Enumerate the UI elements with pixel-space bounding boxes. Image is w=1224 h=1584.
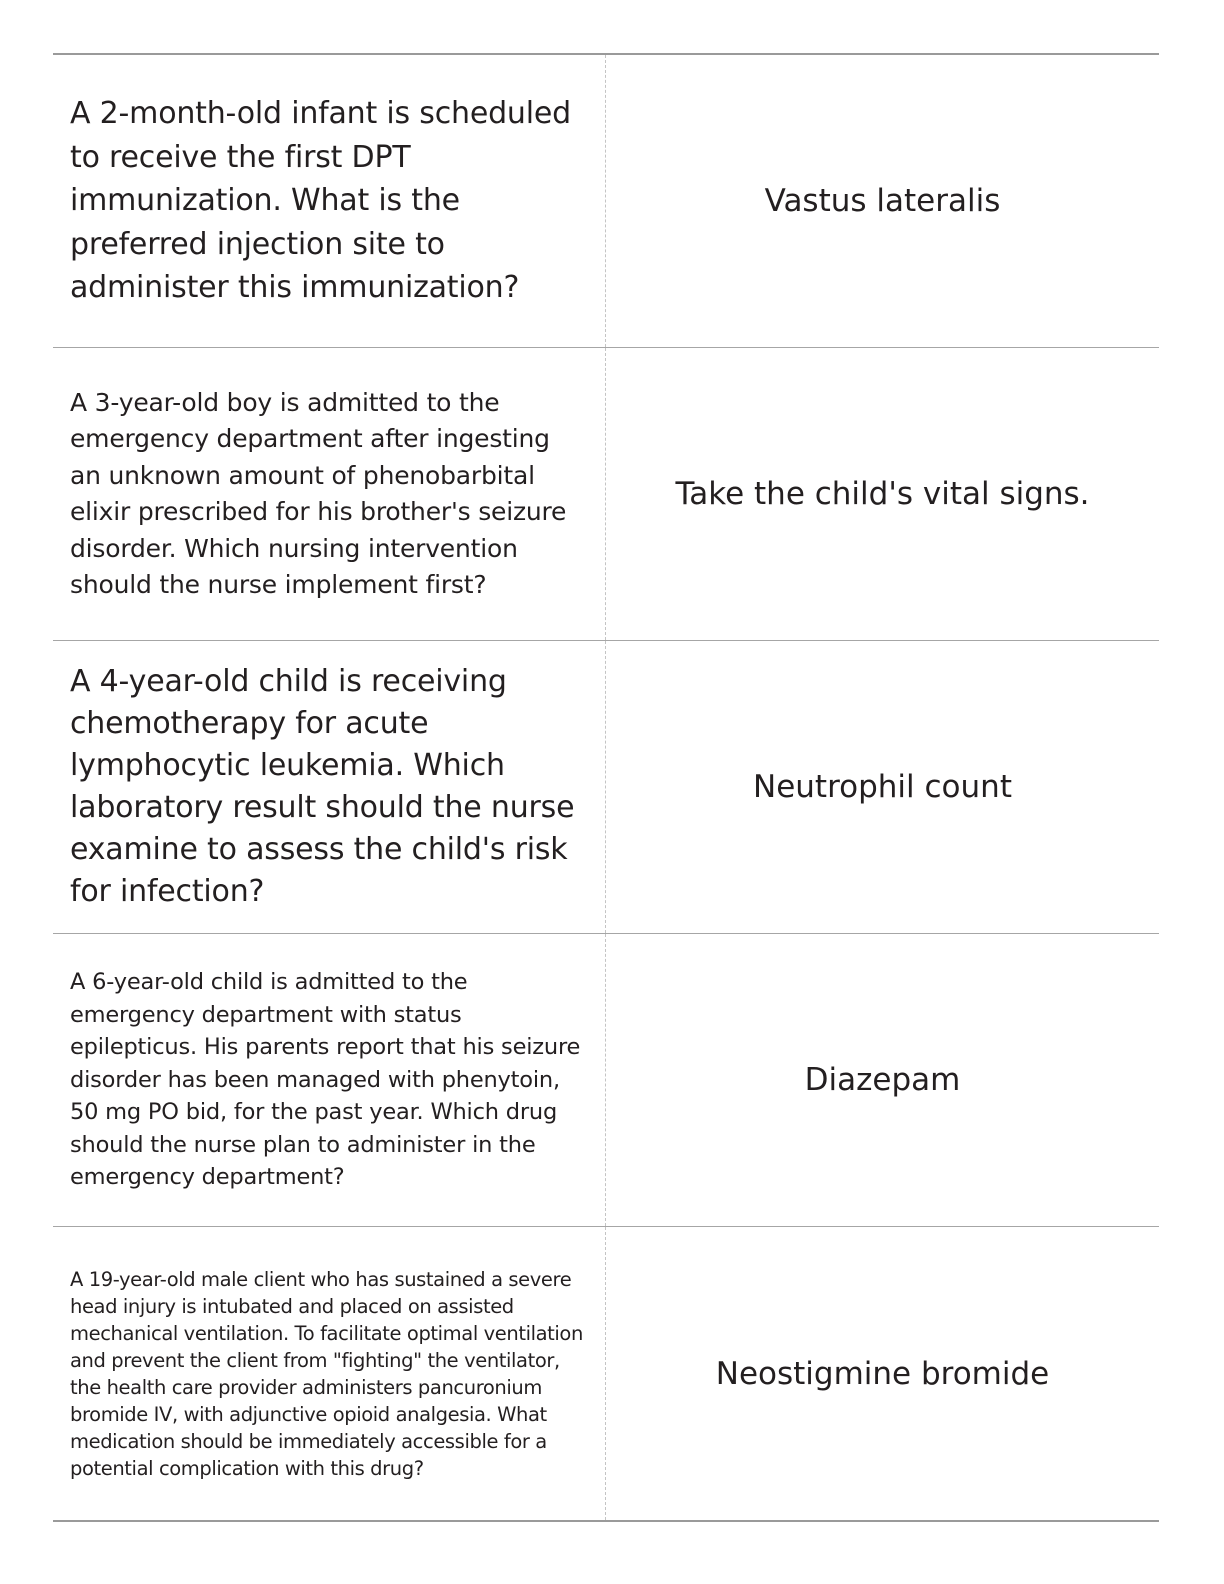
flashcard-sheet (53, 53, 1159, 1522)
flashcard-3 (53, 641, 1159, 934)
flashcard-4 (53, 934, 1159, 1227)
flashcard-2 (53, 348, 1159, 641)
question-text: A 4-year-old child is receiving chemotherapy for acute lymphocytic leukemia. Which laboratory result should the nurse examine to assess the child's risk for infection? (70, 664, 575, 909)
bottom-rule (53, 1520, 1159, 1522)
answer-text: Neostigmine bromide (715, 1355, 1050, 1392)
question-text: A 6-year-old child is admitted to the emergency department with status epilepticus. His parents report that his seizure disorder has been managed with phenytoin, 50 mg PO bid, for the past year. Which drug should the nurse plan to administer in the emergency department? (70, 969, 581, 1191)
flashcard-5 (53, 1227, 1159, 1520)
flashcard-1 (53, 55, 1159, 348)
question-text: A 3-year-old boy is admitted to the emergency department after ingesting an unknown amount of phenobarbital elixir prescribed for his brother's seizure disorder. Which nursing intervention should the nurse implement first? (70, 387, 567, 599)
answer-text: Vastus lateralis (764, 183, 1001, 219)
question-text: A 19-year-old male client who has sustained a severe head injury is intubated and placed on assisted mechanical ventilation. To facilitate optimal ventilation and prevent the client from "fighting" the ventilator, the health care provider administers pancuronium bromide IV, with adjunctive opioid analgesia. What medication should be immediately accessible for a potential complication with this drug? (70, 1267, 583, 1480)
answer-text: Take the child's vital signs. (675, 476, 1090, 512)
answer-text: Neutrophil count (753, 769, 1012, 805)
question-text: A 2-month-old infant is scheduled to receive the first DPT immunization. What is the preferred injection site to administer this immunization? (70, 96, 571, 306)
answer-text: Diazepam (804, 1062, 961, 1098)
